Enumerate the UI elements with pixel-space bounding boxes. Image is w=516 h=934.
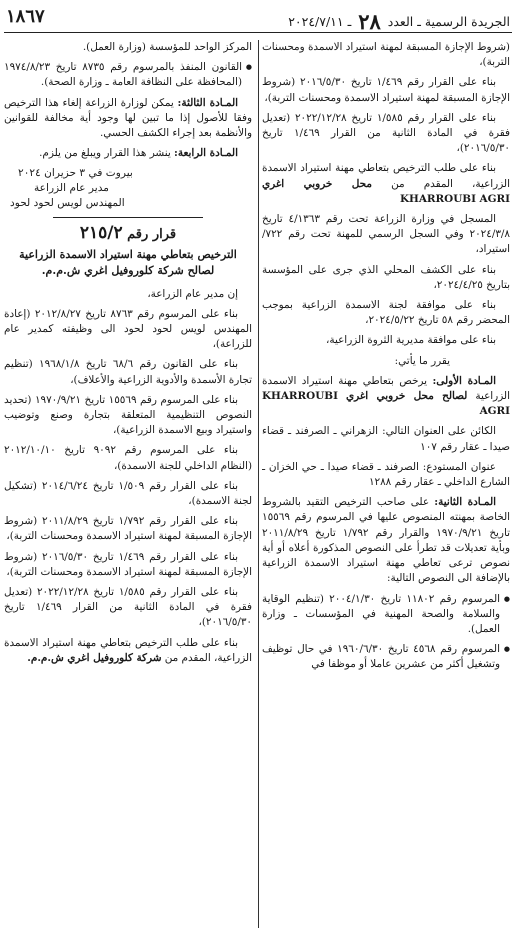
paragraph: إن مدير عام الزراعة، (147, 287, 238, 300)
decides-heading: يقرر ما يأتي: (394, 354, 450, 367)
article-label: المـادة الأولى: (432, 374, 496, 387)
decision-label: قرار رقم (127, 227, 177, 243)
request-text: بناء على طلب الترخيص بتعاطي مهنة استيراد الاسمدة الزراعية، المقدم من (4, 636, 252, 664)
paragraph: المركز الواحد للمؤسسة (وزارة العمل). (82, 41, 252, 53)
request-text: بناء على طلب الترخيص بتعاطي مهنة استيراد الاسمدة الزراعية، المقدم من (262, 162, 510, 190)
article-three (4, 96, 252, 142)
paragraph: بناء على المرسوم رقم ٩٠٩٢ تاريخ ٢٠١٢/١٠/١٠ (النظام الداخلي للجنة الاسمدة)، (4, 444, 252, 472)
article-label: المـادة الثانية: (434, 496, 496, 509)
paragraph: بناء على المرسوم رقم ٨٧٦٣ تاريخ ٢٠١٢/٨/٢٧ (إعادة المهندس لويس لحود لحود الى وظيفته كمدير عام للزراعة)، (4, 307, 252, 351)
paragraph: بناء على الكشف المحلي الذي جرى على المؤسسة بتاريخ ٢٠٢٤/٤/٢٥، (262, 263, 510, 291)
list-item: ● المرسوم رقم ٤٥٦٨ تاريخ ١٩٦٠/٦/٣٠ في حال توظيف وتشغيل أكثر من عشرين عاملا أو موظفا في (262, 642, 510, 672)
article-two (262, 495, 510, 586)
page-number: ١٨٦٧ (6, 6, 45, 27)
gazette-label: الجريدة الرسمية ـ العدد (387, 14, 510, 29)
article-text: على صاحب الترخيص التقيد بالشروط الخاصة بمهنته المنصوص عليها في المرسوم رقم ١٥٥٦٩ تاريخ ١٩٧٠/٩/٢١ والقرار رقم ١/٧٩٢ تاريخ ٢٠١١/٨/٢٩ وبأية تعديلات قد تطرأ على النصوص المذكورة أعلاه أو أية نصوص ترعى تعاطي مهنة استيراد الاسمدة الزراعية بالإضافة الى النصوص التالية: (262, 496, 510, 585)
decision-number-suffix: /٢ (107, 223, 123, 244)
paragraph: بناء على المرسوم رقم ١٥٥٦٩ تاريخ ١٩٧٠/٩/٢١ (تحديد النصوص التنظيمية المتعلقة بتجارة وصنع وتوضيب واستيراد وبيع الاسمدة الزراعية)، (4, 393, 252, 437)
paragraph: بناء على القرار رقم ١/٥٠٩ تاريخ ٢٠١٤/٦/٢٤ (تشكيل لجنة الاسمدة)، (4, 479, 252, 508)
applicant-name: محل خروبي اغري (262, 177, 372, 190)
separator-line (53, 217, 203, 218)
article-four (4, 146, 252, 161)
paragraph: بناء على القرار رقم ١/٤٦٩ تاريخ ٢٠١٦/٥/٣٠ (شروط الإجازة المسبقة لمهنة استيراد الاسمدة ومحسنات التربة)، (4, 550, 252, 578)
signature-place-date: بيروت في ٣ حزيران ٢٠٢٤ (18, 167, 133, 180)
article-text: يرخص بتعاطي مهنة استيراد الاسمدة الزراعية (262, 374, 510, 403)
paragraph (4, 636, 252, 666)
issue-date: ـ ٢٠٢٤/٧/١١ (288, 14, 352, 29)
licensee-latin-name: KHARROUBI AGRI (262, 390, 510, 418)
decision-subject-line: الترخيص بتعاطي مهنة استيراد الاسمدة الزراعية (19, 247, 237, 261)
decision-number-value: ٢١٥ (79, 223, 108, 244)
gazette-title (288, 9, 510, 34)
issue-number: ٢٨ (358, 9, 381, 34)
list-item: ● المرسوم رقم ١١٨٠٢ تاريخ ٢٠٠٤/١/٣٠ (تنظيم الوقاية والسلامة والصحة المهنية في المؤسسات ـ وزارة العمل). (262, 592, 510, 638)
paragraph: بناء على القرار رقم ١/٥٨٥ تاريخ ٢٠٢٢/١٢/٢٨ (تعديل فقرة في المادة الثانية من القرار ١/٤٦٩ تاريخ ٢٠١٦/٥/٣٠)، (4, 586, 252, 629)
decision-subject (4, 247, 252, 279)
applicant-name: شركة كلوروفيل اغري ش.م.م. (27, 651, 162, 664)
paragraph: (شروط الإجازة المسبقة لمهنة استيراد الاسمدة ومحسنات التربة)، (262, 41, 510, 69)
paragraph: المسجل في وزارة الزراعة تحت رقم ٤/١٣٦٣ تاريخ ٢٠٢٤/٣/٨ وفي السجل الرسمي للمهنة تحت رقم ٧٢٢/استيراد، (262, 213, 510, 256)
decision-subject-line: لصالح شركة كلوروفيل اغري ش.م.م. (41, 263, 215, 277)
column-divider (258, 40, 259, 928)
applicant-latin-name: KHARROUBI AGRI (400, 192, 510, 205)
article-text: ينشر هذا القرار ويبلغ من يلزم. (39, 147, 171, 160)
page-header (4, 6, 512, 33)
signature-title: مدير عام الزراعة (34, 182, 109, 195)
paragraph: بناء على موافقة مديرية الثروة الزراعية، (326, 334, 496, 347)
signature-name: المهندس لويس لحود لحود (10, 197, 125, 210)
article-one (262, 374, 510, 420)
list-item: ● القانون المنفذ بالمرسوم رقم ٨٧٣٥ تاريخ ١٩٧٤/٨/٢٣ (المحافظة على النظافة العامة ـ وزارة الصحة). (4, 60, 252, 90)
article-label: المـادة الثالثة: (177, 96, 238, 109)
article-label: المـادة الرابعة: (174, 147, 238, 160)
paragraph: بناء على القانون رقم ٦٨/٦ تاريخ ١٩٦٨/١/٨ (تنظيم تجارة الأسمدة والأدوية الزراعية والأعلاف)، (4, 358, 252, 386)
decision-number (4, 223, 252, 244)
address: الكائن على العنوان التالي: الزهراني ـ الصرفند ـ قضاء صيدا ـ عقار رقم ١٠٧ (262, 425, 510, 453)
paragraph: بناء على القرار رقم ١/٥٨٥ تاريخ ٢٠٢٢/١٢/٢٨ (تعديل فقرة في المادة الثانية من القرار ١/٤٦٩ تاريخ ٢٠١٦/٥/٣٠)، (262, 111, 510, 155)
left-column (4, 40, 252, 932)
paragraph: بناء على القرار رقم ١/٤٦٩ تاريخ ٢٠١٦/٥/٣٠ (شروط الإجازة المسبقة لمهنة استيراد الاسمدة ومحسنات التربة)، (262, 76, 510, 104)
right-column (262, 40, 510, 932)
article-text: يمكن لوزارة الزراعة إلغاء هذا الترخيص وفقا للأصول إذا ما تبين لها وجود أية مخالفة للقوانين والأنظمة بعد إجراء الكشف الحسي. (4, 96, 252, 140)
warehouse-address: عنوان المستودع: الصرفند ـ قضاء صيدا ـ حي الخزان ـ الشارع الداخلي ـ عقار رقم ١٢٨٨ (262, 460, 510, 489)
paragraph: بناء على القرار رقم ١/٧٩٢ تاريخ ٢٠١١/٨/٢٩ (شروط الإجازة المسبقة لمهنة استيراد الاسمدة ومحسنات التربة)، (4, 515, 252, 543)
licensee-name: لصالح محل خروبي اغري (345, 390, 468, 403)
paragraph: بناء على موافقة لجنة الاسمدة الزراعية بموجب المحضر رقم ٥٨ تاريخ ٢٠٢٤/٥/٢٢، (262, 299, 510, 327)
paragraph (262, 161, 510, 207)
